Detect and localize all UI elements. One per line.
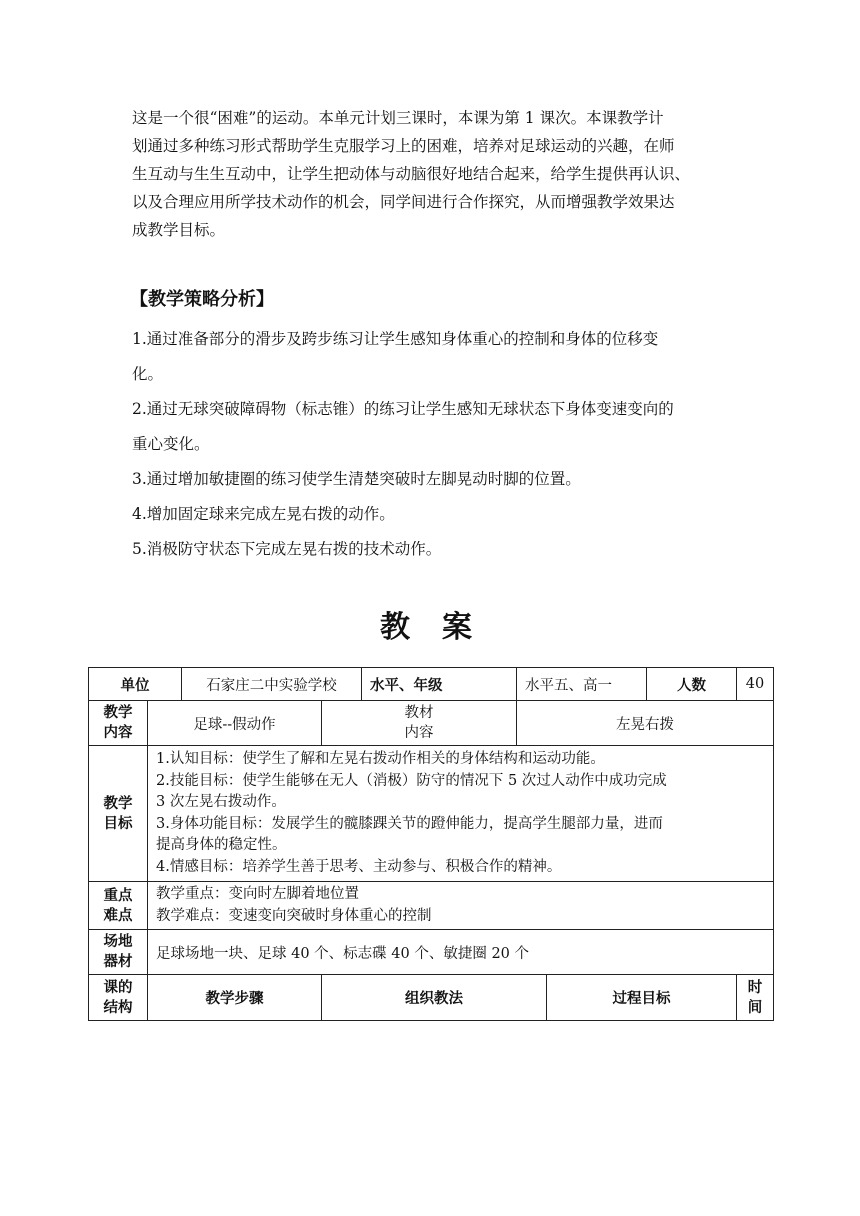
steps-header: 教学步骤 — [148, 975, 322, 1021]
goal-line: 3.身体功能目标：发展学生的髋膝踝关节的蹬伸能力，提高学生腿部力量，进而 — [156, 815, 663, 832]
level-label: 水平、年级 — [362, 668, 517, 701]
material-value: 左晃右拨 — [517, 701, 774, 746]
structure-label — [89, 975, 148, 1021]
count-label: 人数 — [647, 668, 737, 701]
key-points — [148, 882, 774, 930]
table-row — [89, 668, 774, 701]
key-label — [89, 882, 148, 930]
material-label-line: 教材 — [404, 705, 434, 721]
strategy-line: 4.增加固定球来完成左晃右拨的动作。 — [132, 505, 395, 523]
table-row — [89, 746, 774, 882]
strategy-line: 1.通过准备部分的滑步及跨步练习让学生感知身体重心的控制和身体的位移变 — [132, 330, 659, 348]
table-row — [89, 930, 774, 975]
content-value: 足球--假动作 — [148, 701, 322, 746]
venue-label-line: 器材 — [103, 954, 133, 970]
table-row — [89, 701, 774, 746]
goals-list — [148, 746, 774, 882]
strategy-line: 2.通过无球突破障碍物（标志锥）的练习让学生感知无球状态下身体变速变向的 — [132, 400, 674, 418]
intro-paragraph — [132, 104, 732, 244]
unit-label: 单位 — [89, 668, 182, 701]
intro-line: 划通过多种练习形式帮助学生克服学习上的困难，培养对足球运动的兴趣，在师 — [132, 137, 675, 155]
goal-line: 提高身体的稳定性。 — [156, 837, 287, 853]
intro-line: 生互动与生生互动中，让学生把动体与动脑很好地结合起来，给学生提供再认识、 — [132, 165, 691, 183]
strategy-list — [132, 322, 732, 567]
key-label-line: 重点 — [103, 887, 133, 904]
goals-label-line: 教学 — [103, 795, 133, 812]
venue-label-line: 场地 — [103, 934, 133, 950]
strategy-line: 重心变化。 — [132, 435, 210, 453]
content-label-line: 内容 — [103, 725, 133, 741]
time-header — [737, 975, 774, 1021]
goals-label — [89, 746, 148, 882]
key-point: 教学重点：变向时左脚着地位置 — [156, 886, 359, 902]
structure-label-line: 课的 — [103, 979, 133, 996]
intro-line: 这是一个很“困难”的运动。本单元计划三课时，本课为第 1 课次。本课教学计 — [132, 109, 664, 127]
page-title: 教案 — [380, 610, 504, 645]
count-value: 40 — [737, 668, 774, 701]
venue-value: 足球场地一块、足球 40 个、标志碟 40 个、敏捷圈 20 个 — [148, 930, 774, 975]
strategy-line: 化。 — [132, 365, 164, 383]
table-row — [89, 882, 774, 930]
table-row — [89, 975, 774, 1021]
intro-line: 以及合理应用所学技术动作的机会，同学间进行合作探究，从而增强教学效果达 — [132, 193, 675, 211]
process-header: 过程目标 — [547, 975, 737, 1021]
unit-value: 石家庄二中实验学校 — [182, 668, 362, 701]
material-label-line: 内容 — [404, 725, 434, 741]
content-label-line: 教学 — [103, 705, 133, 721]
time-header-line: 间 — [747, 999, 763, 1016]
goal-line: 4.情感目标：培养学生善于思考、主动参与、积极合作的精神。 — [156, 858, 562, 875]
method-header: 组织教法 — [322, 975, 547, 1021]
time-header-line: 时 — [747, 979, 763, 996]
content-label — [89, 701, 148, 746]
difficult-point: 教学难点：变速变向突破时身体重心的控制 — [156, 907, 432, 924]
lesson-plan-table — [88, 667, 774, 1021]
goal-line: 2.技能目标：使学生能够在无人（消极）防守的情况下 5 次过人动作中成功完成 — [156, 772, 667, 789]
strategy-line: 3.通过增加敏捷圈的练习使学生清楚突破时左脚晃动时脚的位置。 — [132, 470, 581, 488]
structure-label-line: 结构 — [103, 999, 133, 1016]
goals-label-line: 目标 — [103, 815, 133, 832]
venue-label — [89, 930, 148, 975]
goal-line: 3 次左晃右拨动作。 — [156, 794, 286, 810]
key-label-line: 难点 — [103, 907, 133, 924]
strategy-heading: 【教学策略分析】 — [130, 289, 274, 310]
strategy-line: 5.消极防守状态下完成左晃右拨的技术动作。 — [132, 540, 442, 558]
goal-line: 1.认知目标：使学生了解和左晃右拨动作相关的身体结构和运动功能。 — [156, 751, 605, 767]
level-value: 水平五、高一 — [517, 668, 647, 701]
material-label — [322, 701, 517, 746]
intro-line: 成教学目标。 — [132, 221, 226, 239]
